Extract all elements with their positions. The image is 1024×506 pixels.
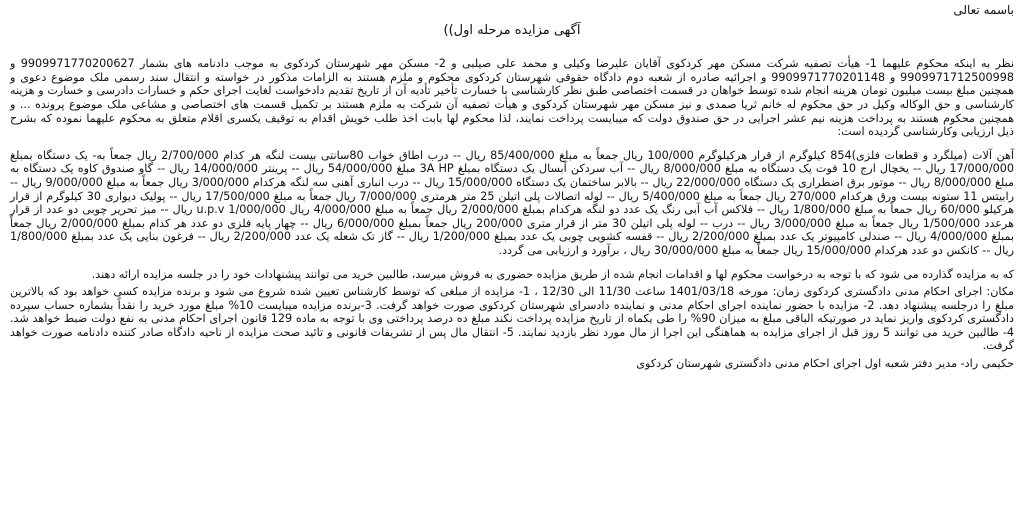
signature-line: حکیمی راد- مدیر دفتر شعبه اول اجرای احکام مدنی دادگستری شهرستان کردکوی <box>636 357 1014 371</box>
auction-conditions-paragraph: مکان: اجرای احکام مدنی دادگستری کردکوی زمان: مورخه 1401/03/18 ساعت 11/30 الی 12/30 ، 1- مزایده از مبلغی که توسط کارشناس تعیین شده شروع می شود و برنده مزایده کسی خواهد بود که بالاترین مبلغ را درجلسه پیشنهاد دهد. 2- مزایده با حضور نماینده اجرای احکام مدنی و نماینده دادسرای شهرستان کردکوی صورت خواهد گرفت. 3-برنده مزایده میبایست 10% مبلغ مورد خرید را نقداً بشماره حساب سپرده دادگستری کردکوی واریز نماید در صورتیکه الباقی مبلغ به میزان 90% را طی یکماه از تاریخ مزایده پرداخت نکند مبلغ ده درصد پرداختی وی با توجه به ماده 129 قانون اجرای احکام مدنی به نفع دولت ضبط خواهد شد. 4- طالبین خرید می توانند 5 روز قبل از اجرای مزایده به هماهنگی این اجرا از مال مورد نظر بازدید نمایند. 5- انتقال مال پس از تشریفات قانونی و تائید صحت مزایده از ناحیه دادگاه صادر کننده دادنامه صورت خواهد گرفت. <box>10 285 1014 353</box>
items-list-paragraph: آهن آلات (میلگرد و قطعات فلزی)854 کیلوگرم از قرار هرکیلوگرم 100/000 ریال جمعاً به مبلغ 85/400/000 ریال -- درب اطاق خواب 80سانتی بیست لنگه هر کدام 2/700/000 ریال جمعاً به- یک دستگاه بمبلغ 17/000/000 ریال -- یخچال ارج 10 فوت یک دستگاه به مبلغ 8/000/000 ریال -- آب سردکن آبسال یک دستگاه بمبلغ 3A HP مبلغ 54/000/000 ریال -- پرینتر 14/000/000 ریال -- گاو صندوق کاوه یک دستگاه به مبلغ 8/000/000 ریال -- موتور برق اضطراری یک دستگاه 22/000/000 ریال -- بالابر ساختمان یک دستگاه 15/000/000 ریال -- درب انباری آهنی سه لنگه هرکدام 3/000/000 ریال جمعاً به مبلغ 9/000/000 ریال -- رابیتس 11 ستونه بیست ورق هرکدام 270/000 ریال جمعاً به مبلغ 5/400/000 ریال -- لوله اتصالات پلی اتیلن 25 متر هرمتری 7/000/000 ریال جمعاً به مبلغ 17/500/000 ریال -- پولیک دیواری 30 کیلوگرم از قرار هرکیلو 60/000 ریال جمعاً به مبلغ 1/800/000 ریال -- فلاکس آب آبی رنگ یک عدد دو لنگه هرکدام بمبلغ 2/000/000 ریال جمعاً به مبلغ 4/000/000 ریال u.p.v 1/000/000 ریال -- میز تحریر چوبی دو عدد از قرار هرعدد 1/500/000 ریال جمعاً به مبلغ 3/000/000 ریال -- درب -- لوله پلی اتیلن 30 متر از قرار متری 200/000 ریال جمعاً بمبلغ 6/000/000 ریال -- چهار پایه فلزی دو عدد هر کدام بمبلغ 2/000/000 ریال جمعاً بمبلغ 4/000/000 ریال -- صندلی کامپیوتر یک عدد بمبلغ 2/200/000 ریال -- قفسه کشویی چوبی یک عدد بمبلغ 1/200/000 ریال -- گاز تک شعله یک عدد 2/200/000 ریال -- فرغون بنایی یک عدد بمبلغ 1/800/000 ریال -- کانکس دو عدد هرکدام 15/000/000 ریال جمعاً به مبلغ 30/000/000 ریال ، برآورد و ارزیابی می گردد. <box>10 148 1015 257</box>
invocation-heading: باسمه تعالی <box>953 3 1014 17</box>
preamble-paragraph: نظر به اینکه محکوم علیهما 1- هیأت تصفیه شرکت مسکن مهر کردکوی آقایان علیرضا وکیلی و محمد علی صیلبی و 2- مسکن مهر شهرستان کردکوی به موجب دادنامه های بشمار 9909971770200627 و 9909971712500998 و 9909971770201148 و اجرائیه صادره از شعبه دوم دادگاه حقوقی شهرستان کردکوی محکوم و ملزم هستند به الزامات مذکور در خواسته و انتقال سند رسمی ملک موضوع دعوی و همچنین مبلغ بیست میلیون تومان هزینه انجام شده توسط خواهان در قسمت اختصاصی طبق نظر کارشناسی با خسارت تأخیر تأدیه آن از تاریخ تقدیم دادخواست لغایت اجرای حکم و خسارات دادرسی و خسارت و هزینه کارشناسی و حق الوکاله وکیل در حق محکوم له خانم ثریا صمدی و نیز مسکن مهر شهرستان کردکوی و هیأت تصفیه آن شرکت به ملزم هستند بر تکمیل قسمت های اختصاصی و مشاعی ملک موضوع پرونده ... و همچنین محکوم هستند به پرداخت هزینه نیم عشر اجرایی در حق صندوق دولت که میبایست پرداخت نمایند، لذا محکوم لها بابت اخذ طلب خویش اقدام به توقیف یکسری اقلام متعلق به محکوم علیهما نموده که بشرح ذیل ارزیابی وکارشناسی گردیده است: <box>10 57 1015 139</box>
notice-page <box>10 4 1014 498</box>
auction-intro-paragraph: که به مزایده گذارده می شود که با توجه به درخواست محکوم لها و اقدامات انجام شده از طریق مزایده حضوری به فروش میرسد، طالبین خرید می توانند پیشنهادات خود را در جلسه مزایده ارائه دهند. <box>91 267 1014 281</box>
notice-title: آگهی مزایده مرحله اول)) <box>443 22 581 38</box>
